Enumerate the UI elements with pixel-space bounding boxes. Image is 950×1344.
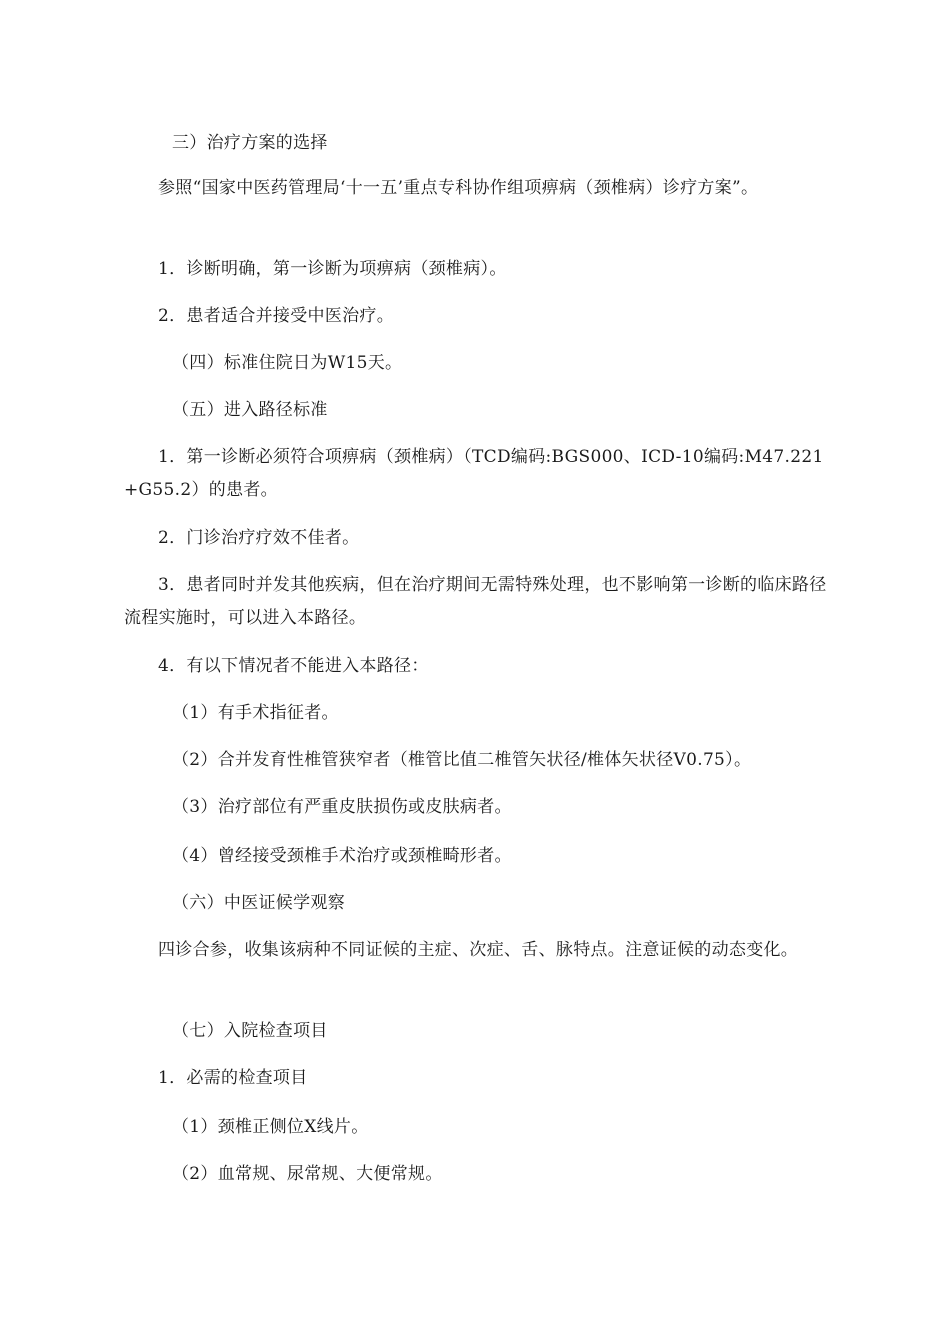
paragraph-exclusion-4: （4）曾经接受颈椎手术治疗或颈椎畸形者。 (172, 846, 512, 866)
paragraph-test-1: （1）颈椎正侧位X线片。 (172, 1117, 369, 1137)
paragraph-test-2: （2）血常规、尿常规、大便常规。 (172, 1164, 443, 1184)
paragraph-entry-2: 2．门诊治疗疗效不佳者。 (158, 528, 360, 548)
paragraph-reference: 参照“国家中医药管理局‘十一五’重点专科协作组项痹病（颈椎病）诊疗方案”。 (158, 178, 759, 198)
paragraph-required-tests: 1．必需的检查项目 (158, 1068, 308, 1088)
paragraph-entry-criteria-heading: （五）进入路径标准 (172, 400, 328, 420)
paragraph-treatment-plan-heading: 三）治疗方案的选择 (172, 133, 328, 153)
paragraph-tcm-observation: 四诊合参，收集该病种不同证候的主症、次症、舌、脉特点。注意证候的动态变化。 (158, 940, 799, 960)
paragraph-entry-3: 3．患者同时并发其他疾病，但在治疗期间无需特殊处理，也不影响第一诊断的临床路径流程实施时，可以进入本路径。 (124, 575, 827, 628)
paragraph-admission-tests-heading: （七）入院检查项目 (172, 1021, 328, 1041)
paragraph-exclusion-3: （3）治疗部位有严重皮肤损伤或皮肤病者。 (172, 797, 512, 817)
paragraph-diagnosis-1: 1．诊断明确，第一诊断为项痹病（颈椎病）。 (158, 259, 507, 279)
paragraph-hospital-stay: （四）标准住院日为W15天。 (172, 353, 403, 373)
paragraph-entry-1: 1．第一诊断必须符合项痹病（颈椎病）（TCD编码:BGS000、ICD-10编码:M47.221+G55.2）的患者。 (124, 447, 824, 500)
paragraph-entry-4: 4．有以下情况者不能进入本路径： (158, 656, 429, 676)
paragraph-tcm-observation-heading: （六）中医证候学观察 (172, 893, 345, 913)
paragraph-diagnosis-2: 2．患者适合并接受中医治疗。 (158, 306, 395, 326)
paragraph-exclusion-1: （1）有手术指征者。 (172, 703, 339, 723)
paragraph-exclusion-2: （2）合并发育性椎管狭窄者（椎管比值二椎管矢状径/椎体矢状径V0.75）。 (172, 750, 752, 770)
